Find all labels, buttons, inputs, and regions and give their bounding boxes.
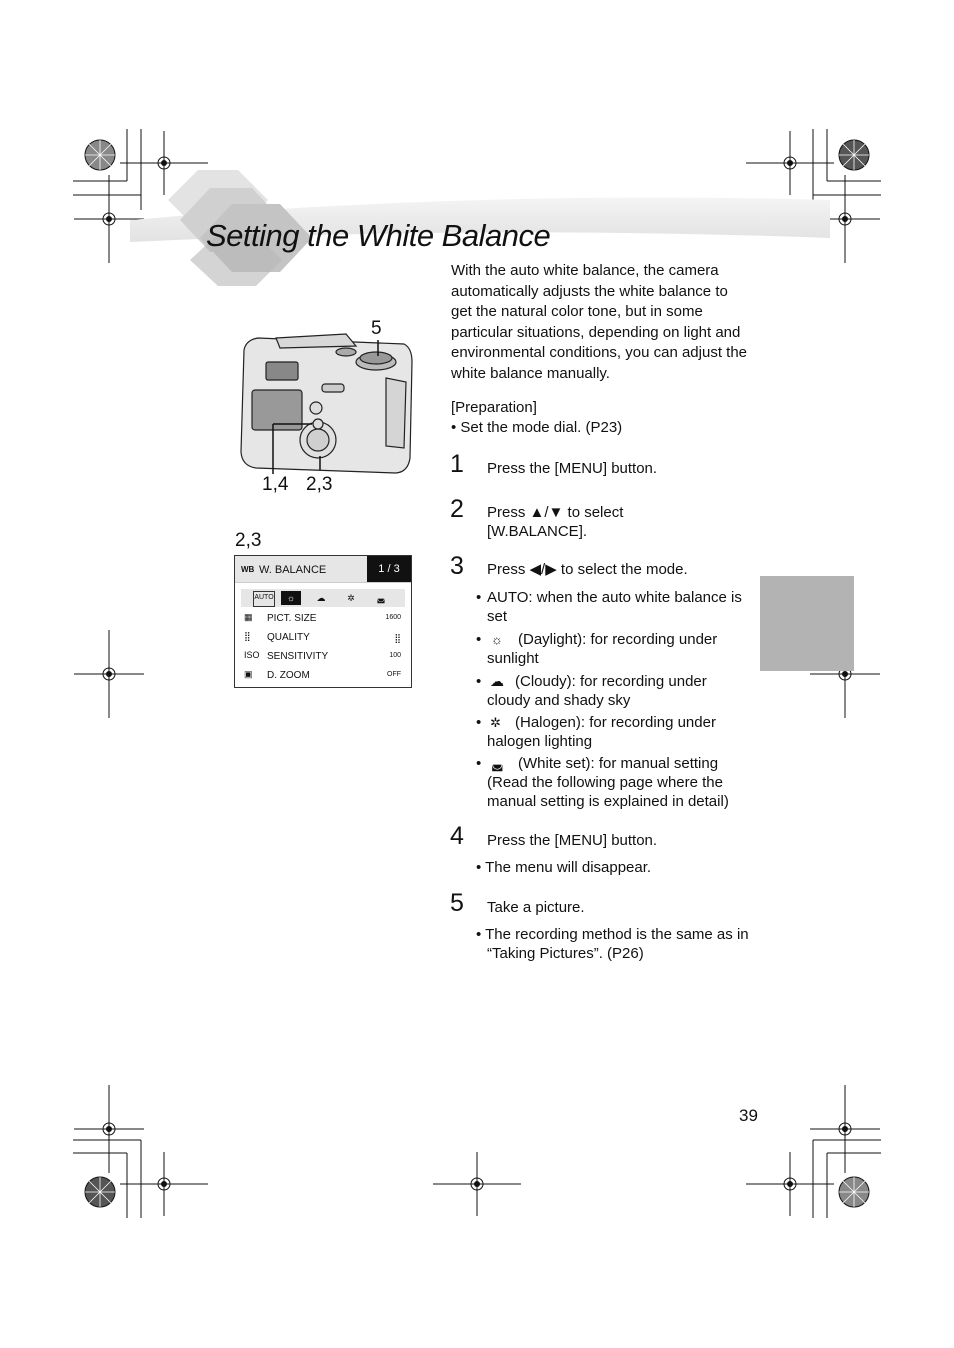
white-set-icon: ◛	[491, 756, 504, 771]
step-number: 1	[450, 450, 464, 478]
step-text: Press the [MENU] button.	[487, 832, 658, 849]
daylight-icon: ☼	[491, 632, 503, 647]
list-item: • The menu will disappear.	[476, 859, 652, 876]
cloudy-icon: ☁	[490, 673, 504, 689]
list-item: AUTO: when the auto white balance is set	[487, 589, 742, 625]
lcd-header	[235, 556, 411, 583]
page-number: 39	[739, 1106, 758, 1125]
wb-icon: WB	[241, 565, 255, 574]
list-item: • The recording method is the same as in “Taking Pictures”. (P26)	[476, 926, 749, 962]
list-item: (Cloudy): for recording under cloudy and shady sky	[487, 673, 707, 709]
lcd-page: 1 / 3	[367, 556, 411, 582]
step-text: Press ▲/▼ to select [W.BALANCE].	[487, 504, 624, 540]
lcd-title: W. BALANCE	[259, 564, 327, 576]
camera-illustration	[236, 328, 416, 478]
menu-row: ▦ PICT. SIZE 1600	[244, 612, 401, 624]
list-item: (Daylight): for recording under sunlight	[487, 631, 718, 667]
step-number: 4	[450, 822, 464, 850]
step-number: 2	[450, 495, 464, 523]
label-menu-button: 1,4	[262, 474, 289, 495]
step-number: 3	[450, 552, 464, 580]
intro-paragraph: With the auto white balance, the camera automatically adjusts the white balance to get the natural color tone, but in some particular situations, depending on light and environmental conditions, you can adjust the white balance manually.	[451, 262, 748, 382]
preparation-item: • Set the mode dial. (P23)	[451, 419, 623, 436]
page-title: Setting the White Balance	[206, 218, 551, 253]
label-shutter: 5	[371, 318, 382, 339]
quality-icon: ⣿	[244, 631, 251, 641]
cloudy-icon: ☁	[316, 593, 326, 603]
preparation-heading: [Preparation]	[451, 399, 537, 416]
step-text: Take a picture.	[487, 899, 585, 916]
menu-row: ⣿ QUALITY ⣿	[244, 631, 401, 643]
quality-value-icon: ⣿	[394, 633, 401, 643]
step-text: Press ◀/▶ to select the mode.	[487, 561, 688, 578]
menu-row: ▣ D. ZOOM OFF	[244, 669, 401, 681]
daylight-icon: ☼	[281, 591, 301, 605]
step-text: Press the [MENU] button.	[487, 460, 658, 477]
lcd-menu	[234, 555, 412, 688]
label-lcd: 2,3	[235, 530, 262, 551]
zoom-icon: ▣	[244, 669, 253, 679]
list-item: (Halogen): for recording under halogen lighting	[487, 714, 716, 750]
list-item: (White set): for manual setting (Read the following page where the manual setting is explained in detail)	[487, 755, 729, 810]
wb-mode-row	[241, 589, 405, 607]
halogen-icon: ✲	[490, 715, 501, 730]
halogen-icon: ✲	[347, 593, 355, 603]
step-number: 5	[450, 889, 464, 917]
auto-mode: AUTO	[253, 591, 275, 607]
section-tab	[760, 576, 854, 671]
white-set-icon: ◛	[376, 593, 386, 603]
pict-size-icon: ▦	[244, 612, 253, 622]
menu-row: ISO SENSITIVITY 100	[244, 650, 401, 662]
label-arrow-buttons: 2,3	[306, 474, 333, 495]
